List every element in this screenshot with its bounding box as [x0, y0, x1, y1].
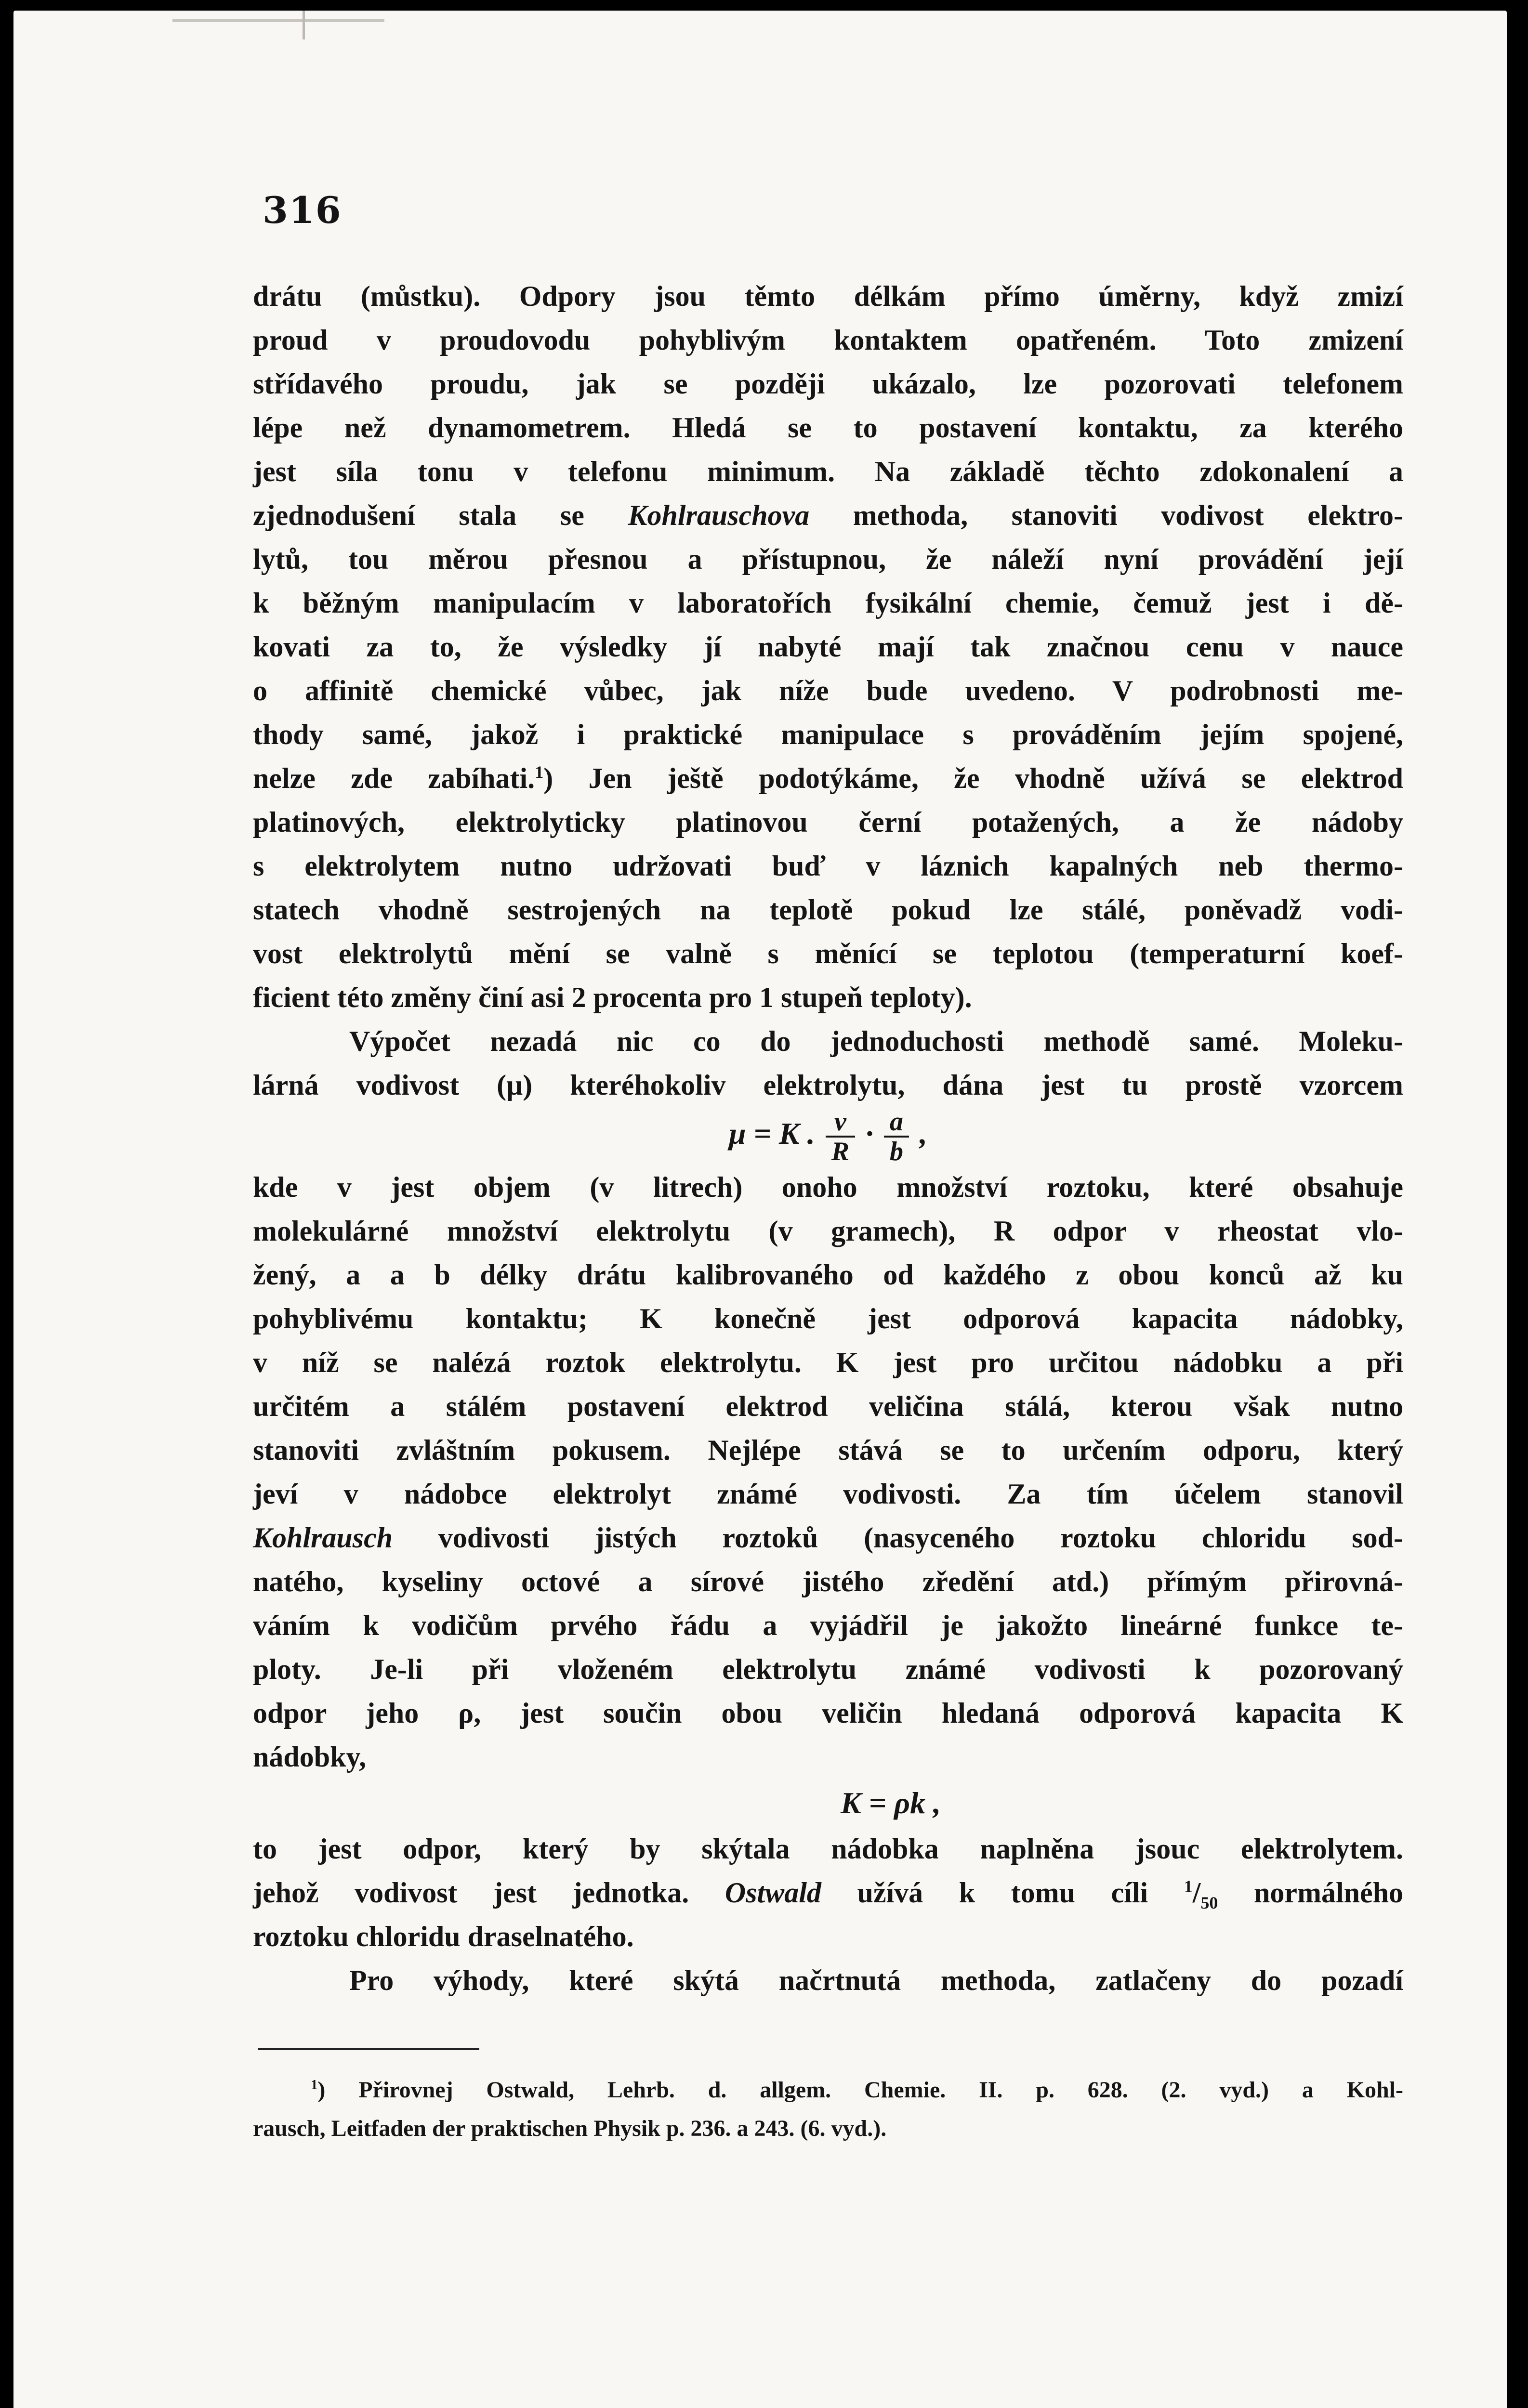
text-line: pohyblivému kontaktu; K konečně jest odporová kapacita nádobky,: [253, 1303, 1403, 1335]
text-line: [253, 494, 1403, 537]
text-line: statech vhodně sestrojených na teplotě pokud lze stálé, poněvadž vodi-: [253, 894, 1403, 926]
text-line: odpor jeho ρ, jest součin obou veličin hledaná odporová kapacita K: [253, 1697, 1403, 1729]
text-line: k běžným manipulacím v laboratořích fysikální chemie, čemuž jest i dě-: [253, 587, 1403, 619]
text-line: nádobky,: [253, 1741, 367, 1773]
scan-artifact-tick: [303, 11, 305, 39]
text-line: proud v proudovodu pohyblivým kontaktem opatřeném. Toto zmizení: [253, 324, 1403, 356]
text-line: natého, kyseliny octové a sírové jistého zředění atd.) přímým přirovná-: [253, 1566, 1403, 1598]
formula-lhs: μ = K .: [728, 1116, 815, 1151]
footnote-divider: [258, 2048, 479, 2050]
text-segment: užívá k tomu cíli: [821, 1877, 1184, 1909]
footnotes: [253, 2071, 1403, 2148]
text-line: jest síla tonu v telefonu minimum. Na základě těchto zdokonalení a: [253, 456, 1403, 487]
page-number: 316: [263, 189, 342, 232]
fraction-v-over-r: [826, 1108, 855, 1165]
text-segment: ) Jen ještě podotýkáme, že vhodně užívá se elektrod: [543, 762, 1403, 794]
text-line: Výpočet nezadá nic co do jednoduchosti methodě samé. Moleku-: [349, 1025, 1403, 1057]
text-line: určitém a stálém postavení elektrod veličina stálá, kterou však nutno: [253, 1390, 1403, 1423]
fraction-sub: 50: [1200, 1893, 1218, 1913]
text-line: s elektrolytem nutno udržovati buď v láznich kapalných neb thermo-: [253, 850, 1403, 882]
fraction-numerator: a: [884, 1108, 909, 1138]
text-line: o affinitě chemické vůbec, jak níže bude uvedeno. V podrobnosti me-: [253, 675, 1403, 707]
scan-artifact: [172, 19, 384, 22]
text-line: vost elektrolytů mění se valně s měnící se teplotou (temperaturní koef-: [253, 938, 1403, 969]
text-segment: vodivosti jistých roztoků (nasyceného roztoku chloridu sod-: [393, 1522, 1403, 1554]
footnote-line: [253, 2071, 1403, 2109]
fraction-a-over-b: [884, 1108, 909, 1165]
text-line: drátu (můstku). Odpory jsou těmto délkám přímo úměrny, když zmizí: [253, 280, 1403, 312]
text-segment: normálného: [1218, 1877, 1404, 1909]
text-segment: nelze zde zabíhati.: [253, 762, 535, 794]
text-line: váním k vodičům prvého řádu a vyjádřil je jakožto lineárné funkce te-: [253, 1610, 1403, 1642]
formula-capacity: K = ρk ,: [840, 1786, 941, 1820]
fraction-numerator: v: [826, 1108, 855, 1138]
text-line: lárná vodivost (μ) kteréhokoliv elektrolytu, dána jest tu prostě vzorcem: [253, 1069, 1403, 1101]
text-line: stanoviti zvláštním pokusem. Nejlépe stává se to určením odporu, který: [253, 1434, 1403, 1466]
text-line: lépe než dynamometrem. Hledá se to postavení kontaktu, za kterého: [253, 412, 1403, 444]
body-text: [253, 275, 1403, 2002]
text-line: platinových, elektrolyticky platinovou černí potažených, a že nádoby: [253, 806, 1403, 838]
fraction-denominator: R: [831, 1137, 850, 1167]
text-line: žený, a a b délky drátu kalibrovaného od každého z obou konců až ku: [253, 1259, 1403, 1291]
text-line: kovati za to, že výsledky jí nabyté mají tak značnou cenu v nauce: [253, 631, 1403, 663]
author-name-italic: Kohlrausch: [253, 1522, 393, 1554]
text-line: kde v jest objem (v litrech) onoho množství roztoku, které obsahuje: [253, 1171, 1403, 1204]
footnote-marker: 1: [311, 2077, 318, 2093]
author-name-italic: Ostwald: [724, 1877, 821, 1909]
fraction-denominator: b: [890, 1137, 904, 1167]
formula-conductivity: [253, 1107, 1403, 1165]
text-segment: jehož vodivost jest jednotka.: [253, 1877, 725, 1909]
text-line: střídavého proudu, jak se později ukázalo, lze pozorovati telefonem: [253, 368, 1403, 400]
text-line: roztoku chloridu draselnatého.: [253, 1921, 634, 1953]
formula-tail: ,: [920, 1116, 928, 1151]
formula-dot: ·: [866, 1116, 874, 1151]
footnote-line: rausch, Leitfaden der praktischen Physik p. 236. a 243. (6. vyd.).: [253, 2116, 887, 2141]
fraction-sup: 1: [1184, 1877, 1193, 1897]
text-line: ficient této změny činí asi 2 procenta pro 1 stupeň teploty).: [253, 982, 972, 1013]
text-line: jehož vodivost jest jednotka. Ostwald užívá k tomu cíli $^1/_{50}$ normálného: [253, 1877, 1404, 1913]
text-line: thody samé, jakož i praktické manipulace s prováděním jejím spojené,: [253, 719, 1403, 750]
text-line: v níž se nalézá roztok elektrolytu. K jest pro určitou nádobku a při: [253, 1347, 1403, 1379]
text-line: [253, 1516, 1403, 1560]
text-line: jeví v nádobce elektrolyt známé vodivosti. Za tím účelem stanovil: [253, 1478, 1403, 1510]
text-segment: zjednodušení stala se: [253, 499, 628, 531]
text-line: lytů, tou měrou přesnou a přístupnou, že náleží nyní provádění její: [253, 543, 1403, 575]
text-segment: ) Přirovnej Ostwald, Lehrb. d. allgem. Chemie. II. p. 628. (2. vyd.) a Kohl-: [317, 2077, 1403, 2103]
text-line: ploty. Je-li při vloženém elektrolytu známé vodivosti k pozorovaný: [253, 1653, 1403, 1686]
text-segment: methoda, stanoviti vodivost elektro-: [809, 499, 1404, 531]
text-line: [253, 757, 1403, 800]
author-name-italic: Kohlrauschova: [628, 499, 810, 531]
text-line: Pro výhody, které skýtá načrtnutá methoda, zatlačeny do pozadí: [349, 1964, 1403, 1997]
text-line: to jest odpor, který by skýtala nádobka naplněna jsouc elektrolytem.: [253, 1833, 1403, 1865]
footnote-ref: 1: [535, 762, 544, 782]
text-line: molekulárné množství elektrolytu (v gramech), R odpor v rheostat vlo-: [253, 1215, 1403, 1247]
